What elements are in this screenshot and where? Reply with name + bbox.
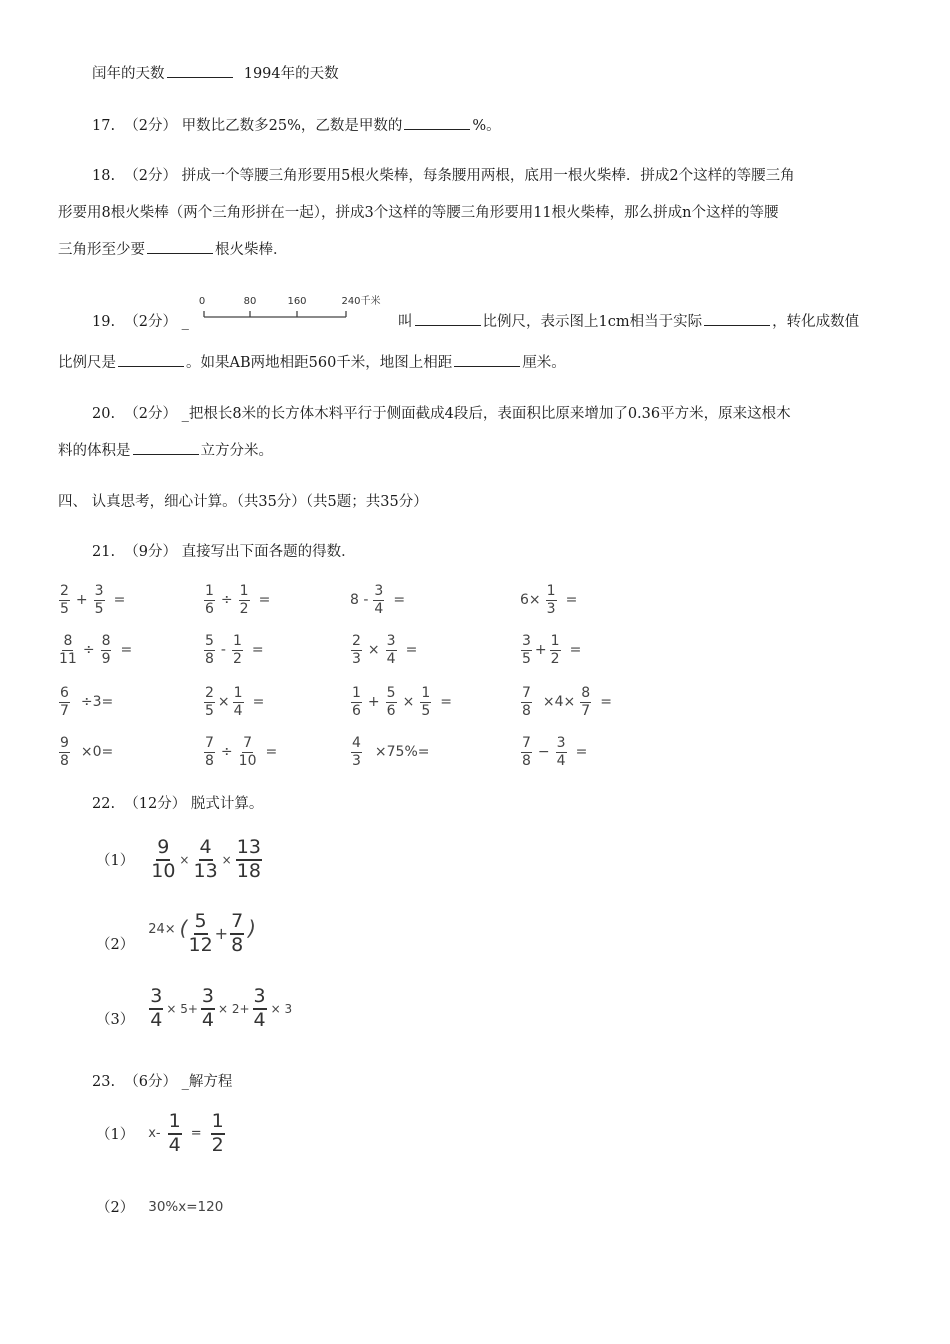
fraction: $\frac{2}{5}$ [60,583,69,617]
fraction: $\frac{7}{8}$ [205,735,214,769]
question-text: 脱式计算。 [190,796,264,812]
fraction: $\frac{3}{5}$ [522,633,531,667]
fraction: $\frac{1}{2}$ [211,1110,224,1156]
question-18-line-2 [58,201,779,222]
calc-d3: $\frac{4}{3}$ ×75%= [352,735,430,769]
fraction: $\frac{3}{4}$ [150,985,163,1031]
question-text: _解方程 [181,1074,233,1090]
fraction: $\frac{7}{10}$ [238,735,257,769]
calc-a2: $\frac{1}{6}$ ÷ $\frac{1}{2}$ = [205,583,271,617]
calc-d2: $\frac{7}{8}$ ÷ $\frac{7}{10}$ = [205,735,278,769]
answer-blank[interactable] [118,352,184,367]
calc-23-2: （2） 30%x=120 [96,1198,224,1216]
calc-d4: $\frac{7}{8}$ − $\frac{3}{4}$ = [522,735,588,769]
calc-c4: $\frac{7}{8}$ ×4× $\frac{8}{7}$ = [522,685,612,719]
scale-label-0: 0 [198,296,206,307]
fraction: $\frac{1}{2}$ [550,633,560,667]
question-score: （2分） [124,168,178,184]
question-number: 19. [92,314,116,330]
fraction: $\frac{8}{9}$ [101,633,111,667]
question-21 [92,540,356,561]
scale-label-240: 240千米 [341,296,381,307]
fraction: $\frac{3}{4}$ [201,985,214,1031]
question-text: 立方分米。 [200,443,273,459]
calc-23-1: （1） x- $\frac{1}{4}$ = $\frac{1}{2}$ [96,1110,224,1156]
fraction: $\frac{1}{3}$ [546,583,556,617]
question-number: 17. [92,118,116,134]
fraction: $\frac{5}{8}$ [205,633,214,667]
question-text: 比例尺，表示图上1cm相当于实际 [482,314,703,330]
fraction: $\frac{2}{3}$ [352,633,361,667]
fraction: $\frac{6}{7}$ [60,685,69,719]
fraction: $\frac{3}{4}$ [253,985,266,1031]
answer-blank[interactable] [704,311,770,326]
question-text: 根火柴棒． [215,242,288,258]
fraction: $\frac{9}{10}$ [151,836,176,882]
fraction: $\frac{3}{4}$ [386,633,396,667]
fraction: $\frac{3}{4}$ [374,583,384,617]
question-text: 形要用8根火柴棒（两个三角形拼在一起），拼成3个这样的等腰三角形要用11根火柴棒，那么拼成n个这样的等腰 [58,205,779,221]
fraction: $\frac{9}{8}$ [60,735,69,769]
fraction: $\frac{4}{3}$ [352,735,361,769]
question-score: （2分） [124,406,178,422]
calc-22-1: （1） $\frac{9}{10}$ × $\frac{4}{13}$ × $\frac{13}{18}$ [96,836,261,882]
question-text: ，转化成数值 [772,314,860,330]
fraction: $\frac{1}{6}$ [205,583,214,617]
question-text: 料的体积是 [58,443,131,459]
fraction: $\frac{7}{8}$ [231,910,244,956]
question-text: 。如果AB两地相距560千米，地图上相距 [186,355,453,371]
question-score: （9分） [124,544,178,560]
question-number: 23. [92,1074,116,1090]
calc-c1: $\frac{6}{7}$ ÷3= [60,685,114,719]
question-number: 20. [92,406,116,422]
calc-b4: $\frac{3}{5}$ + $\frac{1}{2}$ = [522,633,582,667]
question-18-line-3 [58,238,288,259]
fraction: $\frac{7}{8}$ [522,735,531,769]
question-19-line-1 [92,310,189,331]
calc-a3: 8 - $\frac{3}{4}$ = [350,583,406,617]
question-text: 比例尺是 [58,355,116,371]
scale-label-80: 80 [243,296,257,307]
question-20-line-2 [58,439,273,460]
question-18-line-1 [92,164,795,185]
question-19-line-1b [398,310,859,331]
calc-b3: $\frac{2}{3}$ × $\frac{3}{4}$ = [352,633,418,667]
fraction: $\frac{1}{2}$ [232,633,242,667]
answer-blank[interactable] [404,115,470,130]
question-22 [92,792,263,813]
calc-a4: 6× $\frac{1}{3}$ = [520,583,578,617]
calc-22-2: （2） 24× ( $\frac{5}{12}$ + $\frac{7}{8}$ ) [96,910,256,956]
question-text-tail: %。 [472,118,501,134]
calc-d1: $\frac{9}{8}$ ×0= [60,735,114,769]
calc-c3: $\frac{1}{6}$ + $\frac{5}{6}$ × $\frac{1}{5}$ = [352,685,452,719]
question-text: 甲数比乙数多25%，乙数是甲数的 [181,118,403,134]
question-prefix: _ [181,314,189,330]
question-number: 18. [92,168,116,184]
fraction: $\frac{3}{5}$ [94,583,104,617]
answer-blank[interactable] [133,440,199,455]
fraction: $\frac{4}{13}$ [193,836,218,882]
fraction: $\frac{8}{11}$ [59,633,77,667]
question-score: （2分） [124,118,178,134]
fraction: $\frac{7}{8}$ [522,685,531,719]
fraction: $\frac{5}{12}$ [188,910,213,956]
calc-c2: $\frac{2}{5}$ × $\frac{1}{4}$ = [205,685,265,719]
question-text: 叫 [398,314,413,330]
question-text: _把根长8米的长方体木料平行于侧面截成4段后，表面积比原来增加了0.36平方米，原来这根木 [181,406,791,422]
fraction: $\frac{3}{4}$ [556,735,566,769]
q16-text-1: 闰年的天数 [92,66,165,82]
calc-b1: $\frac{8}{11}$ ÷ $\frac{8}{9}$ = [59,633,133,667]
question-19-line-2 [58,351,566,372]
question-score: （6分） [124,1074,178,1090]
fraction: $\frac{13}{18}$ [236,836,261,882]
q16-text-2: 1994年的天数 [243,66,339,82]
question-text: 直接写出下面各题的得数． [181,544,356,560]
question-text: 拼成一个等腰三角形要用5根火柴棒，每条腰用两根，底用一根火柴棒．拼成2个这样的等腰三角 [181,168,795,184]
answer-blank[interactable] [454,352,520,367]
question-score: （2分） [124,314,178,330]
question-number: 21. [92,544,116,560]
q16-tail [92,62,339,83]
question-text: 三角形至少要 [58,242,145,258]
section-4-title: 四、 认真思考，细心计算。（共35分）（共5题；共35分） [58,494,428,510]
question-score: （12分） [124,796,187,812]
calc-a1: $\frac{2}{5}$ + $\frac{3}{5}$ = [60,583,126,617]
fraction: $\frac{1}{4}$ [168,1110,181,1156]
question-23 [92,1070,232,1091]
fraction: $\frac{2}{5}$ [205,685,214,719]
question-text: 厘米。 [522,355,566,371]
fraction: $\frac{1}{2}$ [239,583,249,617]
calc-22-3: （3） $\frac{3}{4}$ × 5+ $\frac{3}{4}$ × 2+ $\frac{3}{4}$ × 3 [96,985,293,1031]
fraction: $\frac{5}{6}$ [386,685,396,719]
fraction: $\frac{1}{5}$ [421,685,431,719]
fraction: $\frac{8}{7}$ [581,685,591,719]
answer-blank[interactable] [415,311,481,326]
fraction: $\frac{1}{4}$ [233,685,243,719]
calc-b2: $\frac{5}{8}$ - $\frac{1}{2}$ = [205,633,264,667]
fraction: $\frac{1}{6}$ [352,685,361,719]
question-17 [92,114,501,135]
question-number: 22. [92,796,116,812]
question-20-line-1 [92,402,791,423]
scale-bar [186,290,396,326]
scale-label-160: 160 [287,296,307,307]
answer-blank[interactable] [147,239,213,254]
answer-blank[interactable] [167,63,233,78]
